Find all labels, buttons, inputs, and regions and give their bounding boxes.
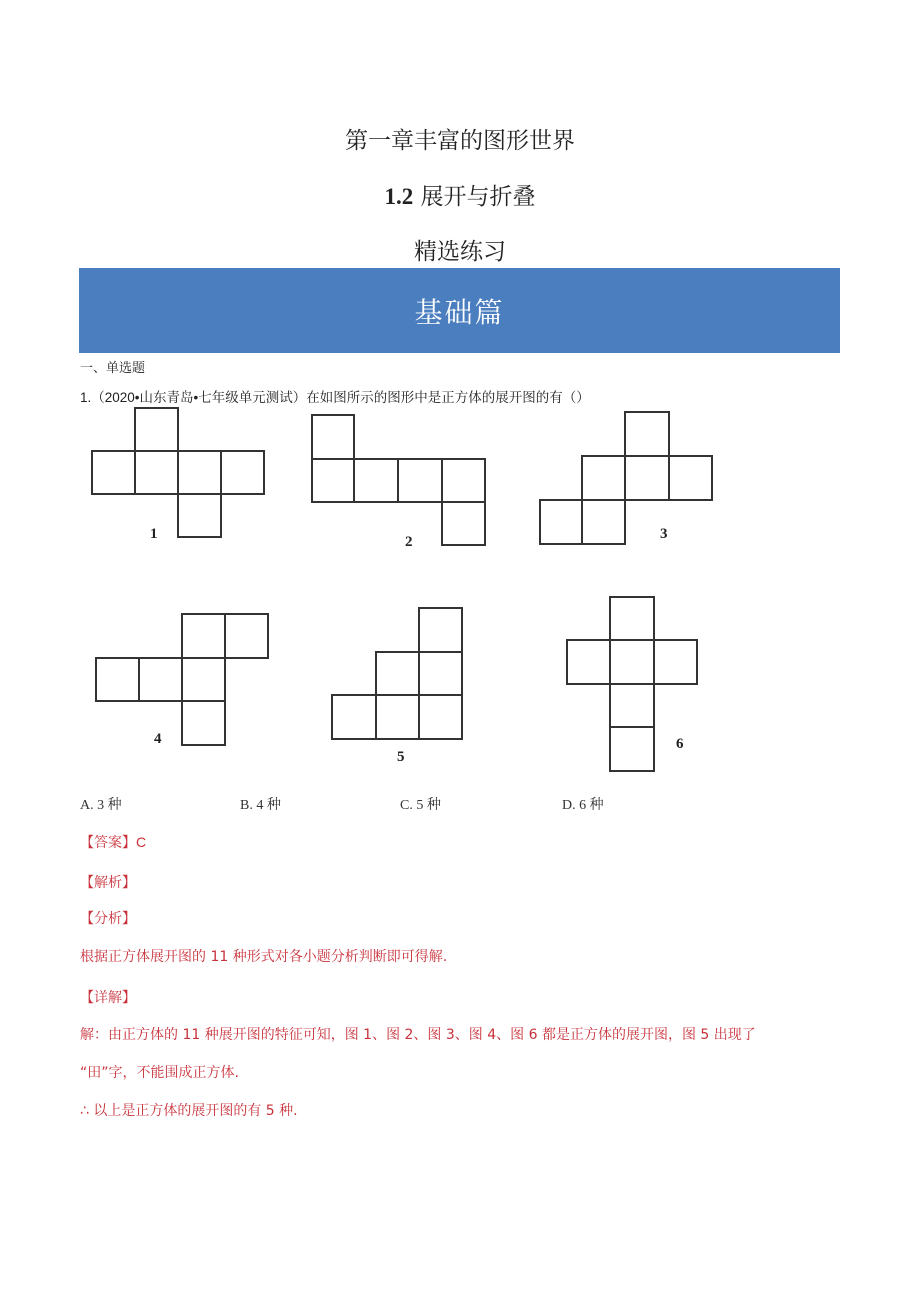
question-body: 在如图所示的图形中是正方体的展开图的有（） bbox=[306, 390, 590, 405]
figure-label-3: 3 bbox=[660, 526, 668, 542]
detail-line-2: “田”字，不能围成正方体. bbox=[80, 1065, 239, 1081]
option-d-letter: D. bbox=[562, 798, 576, 813]
subtitle: 精选练习 bbox=[414, 239, 506, 265]
option-c-value: 5 种 bbox=[416, 798, 441, 813]
option-a-letter: A. bbox=[80, 798, 94, 813]
question-source: （2020•山东青岛•七年级单元测试） bbox=[91, 390, 307, 405]
answer-label: 【答案】 bbox=[80, 835, 136, 851]
section-number: 1.2 bbox=[384, 184, 414, 209]
net-figure-4 bbox=[96, 614, 268, 745]
section-name: 展开与折叠 bbox=[420, 184, 536, 210]
option-a bbox=[80, 794, 122, 814]
figure-label-2: 2 bbox=[405, 534, 413, 550]
answer-line bbox=[80, 832, 146, 852]
option-b-value: 4 种 bbox=[256, 798, 281, 813]
detail-label: 【详解】 bbox=[80, 990, 136, 1006]
option-c bbox=[400, 794, 441, 814]
banner-text: 基础篇 bbox=[414, 295, 505, 329]
answer-value: C bbox=[136, 834, 147, 850]
option-a-value: 3 种 bbox=[97, 798, 122, 813]
fenxi-text: 根据正方体展开图的 11 种形式对各小题分析判断即可得解. bbox=[80, 949, 448, 965]
option-b-letter: B. bbox=[240, 798, 253, 813]
analysis-label: 【解析】 bbox=[80, 875, 136, 891]
figure-label-5: 5 bbox=[397, 749, 405, 765]
net-figure-5 bbox=[332, 608, 462, 739]
option-b bbox=[240, 794, 281, 814]
fenxi-label: 【分析】 bbox=[80, 911, 136, 927]
net-figure-3 bbox=[540, 412, 712, 544]
figure-label-4: 4 bbox=[154, 731, 162, 747]
section-heading: 一、单选题 bbox=[80, 361, 146, 376]
option-c-letter: C. bbox=[400, 798, 413, 813]
chapter-title: 第一章丰富的图形世界 bbox=[345, 128, 575, 154]
figure-label-1: 1 bbox=[150, 526, 158, 542]
net-figure-1 bbox=[92, 408, 264, 537]
question-number: 1. bbox=[80, 390, 92, 405]
figure-label-6: 6 bbox=[676, 736, 684, 752]
detail-line-1: 解：由正方体的 11 种展开图的特征可知，图 1、图 2、图 3、图 4、图 6 都是正方体的展开图，图 5 出现了 bbox=[80, 1027, 756, 1043]
detail-line-3: ∴ 以上是正方体的展开图的有 5 种. bbox=[80, 1103, 298, 1119]
option-d bbox=[562, 794, 604, 814]
option-d-value: 6 种 bbox=[579, 798, 604, 813]
net-figure-2 bbox=[312, 415, 485, 545]
